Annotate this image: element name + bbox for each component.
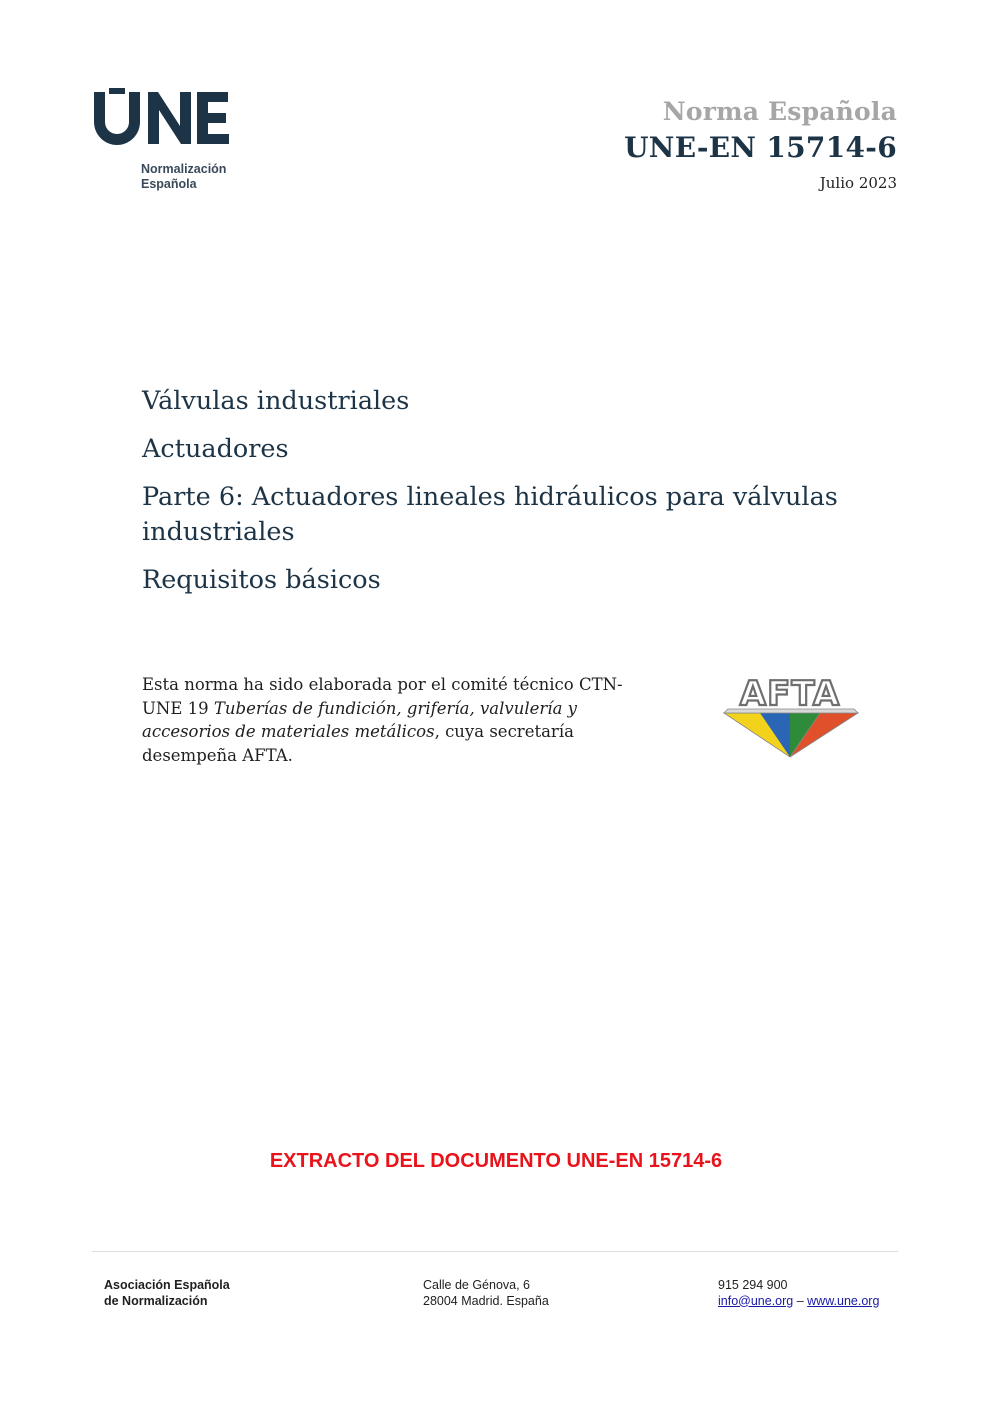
committee-text-after: , cuya secretaría desempeña AFTA. [142, 722, 574, 765]
footer-address [423, 1278, 549, 1309]
phone-number: 915 294 900 [718, 1278, 788, 1292]
email-link[interactable]: info@une.org [718, 1293, 794, 1308]
une-logo [92, 88, 242, 198]
publication-date: Julio 2023 [819, 174, 897, 192]
afta-logo [720, 665, 860, 760]
committee-name: Tuberías de fundición, grifería, valvulería y accesorios de materiales metálicos [142, 698, 577, 741]
title-line: Parte 6: Actuadores lineales hidráulicos para válvulas industriales [142, 482, 838, 547]
title-line: Válvulas industriales [142, 386, 410, 416]
committee-text-before: Esta norma ha sido elaborada por el comité técnico CTN-UNE 19 [142, 675, 623, 718]
footer-contact [718, 1278, 879, 1309]
contact-links [718, 1294, 879, 1310]
org-line2: de Normalización [104, 1293, 208, 1308]
footer-organization [104, 1278, 230, 1309]
extract-notice: EXTRACTO DEL DOCUMENTO UNE-EN 15714-6 [269, 1150, 723, 1172]
une-wordmark-icon [92, 88, 232, 148]
afta-logo-text: AFTA [739, 674, 841, 714]
org-line1: Asociación Española [104, 1278, 230, 1292]
website-link[interactable]: www.une.org [807, 1293, 880, 1308]
address-line2: 28004 Madrid. España [423, 1293, 549, 1308]
logo-subtitle-line1: Normalización [141, 162, 227, 176]
standard-code: UNE-EN 15714-6 [624, 131, 897, 164]
link-separator: – [793, 1293, 808, 1308]
title-line: Requisitos básicos [142, 565, 381, 595]
address-line1: Calle de Génova, 6 [423, 1278, 531, 1292]
document-header [624, 96, 897, 192]
document-titles [142, 384, 862, 611]
norma-label: Norma Española [662, 97, 897, 126]
title-line: Actuadores [142, 434, 289, 464]
afta-logo-icon [720, 665, 860, 760]
logo-subtitle-line2: Española [141, 177, 197, 191]
committee-paragraph [142, 673, 642, 767]
footer-divider [92, 1251, 898, 1252]
